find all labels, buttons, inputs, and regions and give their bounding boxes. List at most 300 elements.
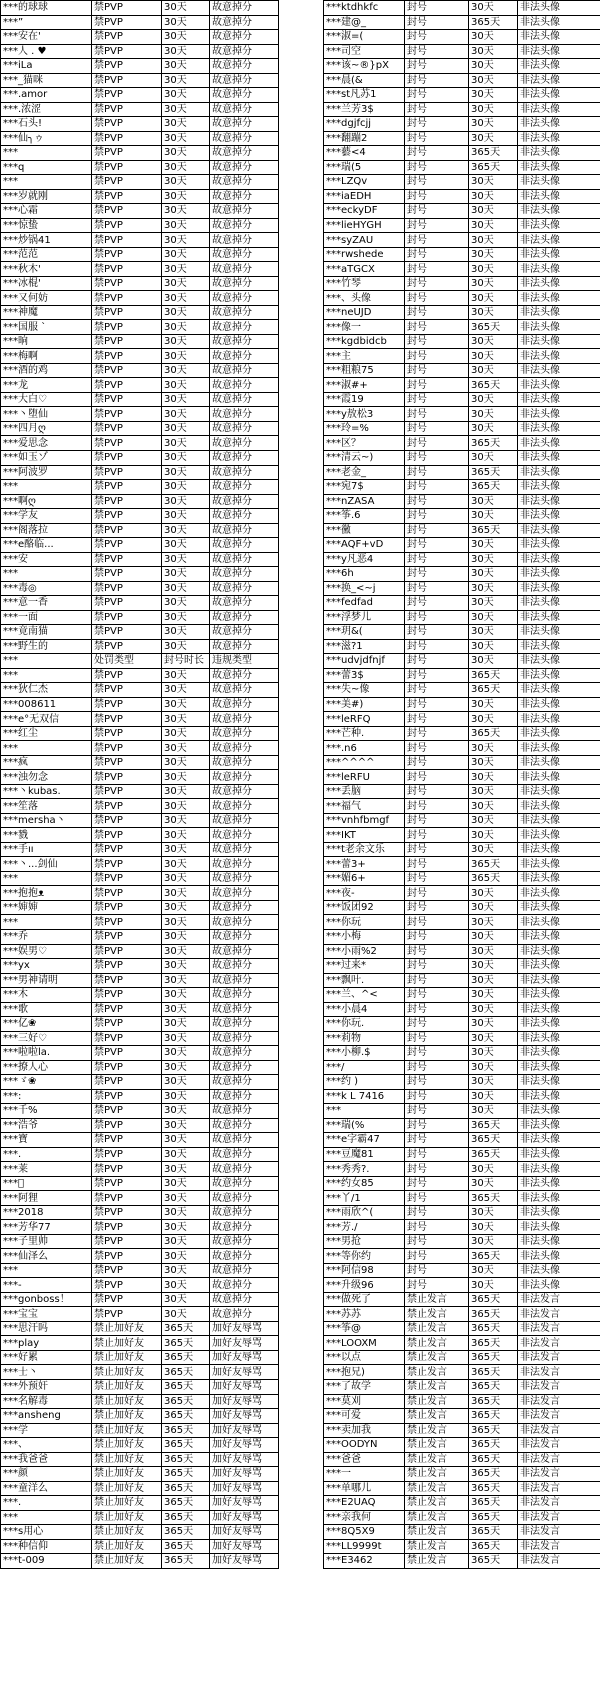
left-violation-type-cell: 故意掉分 (210, 1002, 279, 1017)
left-violation-type-cell: 故意掉分 (210, 494, 279, 509)
table-row (1, 886, 600, 901)
left-penalty-type-cell: 禁PVP (92, 378, 162, 393)
left-violation-type-cell: 故意掉分 (210, 1307, 279, 1322)
right-penalty-type-cell: 封号 (405, 871, 469, 886)
left-penalty-type-cell: 禁PVP (92, 1118, 162, 1133)
left-ban-duration-cell: 30天 (162, 146, 210, 161)
right-ban-duration-cell: 30天 (469, 842, 518, 857)
right-penalty-type-cell: 封号 (405, 552, 469, 567)
left-player-name-cell: *** (1, 654, 92, 669)
right-penalty-type-cell: 禁止发言 (405, 1452, 469, 1467)
right-ban-duration-cell: 365天 (469, 1307, 518, 1322)
left-ban-duration-cell: 30天 (162, 88, 210, 103)
right-violation-type-cell: 非法头像 (518, 189, 600, 204)
column-gap (279, 581, 324, 596)
right-violation-type-cell: 非法头像 (518, 509, 600, 524)
column-gap (279, 1162, 324, 1177)
table-row (1, 131, 600, 146)
left-player-name-cell: ***手ıı (1, 842, 92, 857)
column-gap (279, 842, 324, 857)
right-ban-duration-cell: 365天 (469, 1554, 518, 1569)
table-body (1, 1, 600, 1569)
right-player-name-cell: ***宛7$ (324, 480, 405, 495)
column-gap (279, 160, 324, 175)
right-ban-duration-cell: 30天 (469, 175, 518, 190)
column-gap (279, 1336, 324, 1351)
left-penalty-type-cell: 禁PVP (92, 959, 162, 974)
table-row (1, 770, 600, 785)
right-violation-type-cell: 非法头像 (518, 886, 600, 901)
table-row (1, 1176, 600, 1191)
table-row (1, 1307, 600, 1322)
table-row (1, 1467, 600, 1482)
right-ban-duration-cell: 365天 (469, 1394, 518, 1409)
left-violation-type-cell: 故意掉分 (210, 44, 279, 59)
left-penalty-type-cell: 禁PVP (92, 247, 162, 262)
left-penalty-type-cell: 禁止加好友 (92, 1452, 162, 1467)
left-player-name-cell: ***竟南猫 (1, 625, 92, 640)
right-ban-duration-cell: 30天 (469, 959, 518, 974)
right-penalty-type-cell: 禁止发言 (405, 1321, 469, 1336)
right-violation-type-cell: 非法头像 (518, 276, 600, 291)
right-violation-type-cell: 非法头像 (518, 146, 600, 161)
right-ban-duration-cell: 365天 (469, 857, 518, 872)
left-violation-type-cell: 故意掉分 (210, 363, 279, 378)
left-violation-type-cell: 故意掉分 (210, 421, 279, 436)
right-penalty-type-cell: 封号 (405, 523, 469, 538)
right-violation-type-cell: 非法头像 (518, 450, 600, 465)
right-player-name-cell: ***单哪儿 (324, 1481, 405, 1496)
left-ban-duration-cell: 30天 (162, 233, 210, 248)
left-violation-type-cell: 故意掉分 (210, 784, 279, 799)
right-player-name-cell: ***eckyDF (324, 204, 405, 219)
left-player-name-cell: ***爱思念 (1, 436, 92, 451)
left-penalty-type-cell: 禁PVP (92, 276, 162, 291)
left-violation-type-cell: 加好友辱骂 (210, 1409, 279, 1424)
column-gap (279, 1452, 324, 1467)
right-player-name-cell: ***豆魔81 (324, 1147, 405, 1162)
left-player-name-cell: ***歌 (1, 1002, 92, 1017)
table-row (1, 1278, 600, 1293)
table-row (1, 1525, 600, 1540)
right-penalty-type-cell: 封号 (405, 930, 469, 945)
left-player-name-cell: ***戮 (1, 828, 92, 843)
left-violation-type-cell: 故意掉分 (210, 828, 279, 843)
right-penalty-type-cell: 禁止发言 (405, 1510, 469, 1525)
left-ban-duration-cell: 30天 (162, 828, 210, 843)
column-gap (279, 1365, 324, 1380)
left-player-name-cell: ***狄仁杰 (1, 683, 92, 698)
column-gap (279, 784, 324, 799)
right-violation-type-cell: 非法头像 (518, 1089, 600, 1104)
right-penalty-type-cell: 封号 (405, 1118, 469, 1133)
right-penalty-type-cell: 封号 (405, 233, 469, 248)
column-gap (279, 1438, 324, 1453)
right-player-name-cell: ***莉物 (324, 1031, 405, 1046)
left-penalty-type-cell: 禁PVP (92, 1278, 162, 1293)
left-penalty-type-cell: 禁PVP (92, 538, 162, 553)
right-ban-duration-cell: 30天 (469, 189, 518, 204)
right-ban-duration-cell: 365天 (469, 15, 518, 30)
left-penalty-type-cell: 禁PVP (92, 1089, 162, 1104)
right-violation-type-cell: 非法头像 (518, 334, 600, 349)
left-violation-type-cell: 故意掉分 (210, 712, 279, 727)
left-player-name-cell: ***木 (1, 988, 92, 1003)
table-row (1, 1539, 600, 1554)
right-penalty-type-cell: 禁止发言 (405, 1336, 469, 1351)
left-violation-type-cell: 故意掉分 (210, 1234, 279, 1249)
left-penalty-type-cell: 禁PVP (92, 480, 162, 495)
right-player-name-cell: ***阿信98 (324, 1263, 405, 1278)
right-player-name-cell: ***fedfad (324, 596, 405, 611)
column-gap (279, 509, 324, 524)
left-penalty-type-cell: 禁PVP (92, 1002, 162, 1017)
left-penalty-type-cell: 禁PVP (92, 552, 162, 567)
left-violation-type-cell: 故意掉分 (210, 1278, 279, 1293)
right-penalty-type-cell: 封号 (405, 726, 469, 741)
table-row (1, 1205, 600, 1220)
column-gap (279, 218, 324, 233)
right-violation-type-cell: 非法头像 (518, 1234, 600, 1249)
left-player-name-cell: ***丶kubas. (1, 784, 92, 799)
column-gap (279, 828, 324, 843)
right-player-name-cell: ***OODYN (324, 1438, 405, 1453)
left-ban-duration-cell: 30天 (162, 436, 210, 451)
left-penalty-type-cell: 处罚类型 (92, 654, 162, 669)
column-gap (279, 1278, 324, 1293)
right-penalty-type-cell: 封号 (405, 857, 469, 872)
right-player-name-cell: ***晨(& (324, 73, 405, 88)
left-player-name-cell: ***撩人心 (1, 1060, 92, 1075)
left-penalty-type-cell: 禁PVP (92, 567, 162, 582)
right-player-name-cell: ***E3462 (324, 1554, 405, 1569)
column-gap (279, 654, 324, 669)
right-ban-duration-cell: 30天 (469, 1176, 518, 1191)
left-ban-duration-cell: 365天 (162, 1525, 210, 1540)
left-ban-duration-cell: 30天 (162, 392, 210, 407)
left-ban-duration-cell: 30天 (162, 1075, 210, 1090)
right-ban-duration-cell: 30天 (469, 407, 518, 422)
table-row (1, 567, 600, 582)
table-row (1, 175, 600, 190)
left-player-name-cell: ***2018 (1, 1205, 92, 1220)
left-penalty-type-cell: 禁PVP (92, 233, 162, 248)
left-player-name-cell: ***阁落拉 (1, 523, 92, 538)
left-ban-duration-cell: 30天 (162, 683, 210, 698)
left-ban-duration-cell: 30天 (162, 1234, 210, 1249)
right-violation-type-cell: 非法头像 (518, 813, 600, 828)
right-violation-type-cell: 非法头像 (518, 1118, 600, 1133)
left-penalty-type-cell: 禁PVP (92, 59, 162, 74)
right-violation-type-cell: 非法头像 (518, 15, 600, 30)
right-violation-type-cell: 非法头像 (518, 480, 600, 495)
right-violation-type-cell: 非法头像 (518, 131, 600, 146)
column-gap (279, 334, 324, 349)
right-player-name-cell: ***丢脑 (324, 784, 405, 799)
right-player-name-cell: ***dgjfcjj (324, 117, 405, 132)
left-player-name-cell: ***野生的 (1, 639, 92, 654)
right-ban-duration-cell: 365天 (469, 1292, 518, 1307)
right-penalty-type-cell: 封号 (405, 247, 469, 262)
left-penalty-type-cell: 禁止加好友 (92, 1365, 162, 1380)
left-violation-type-cell: 故意掉分 (210, 276, 279, 291)
left-violation-type-cell: 故意掉分 (210, 204, 279, 219)
left-player-name-cell: ***学 (1, 1423, 92, 1438)
column-gap (279, 363, 324, 378)
left-penalty-type-cell: 禁止加好友 (92, 1510, 162, 1525)
left-penalty-type-cell: 禁PVP (92, 625, 162, 640)
left-penalty-type-cell: 禁PVP (92, 581, 162, 596)
left-player-name-cell: ***毒◎ (1, 581, 92, 596)
table-row (1, 1510, 600, 1525)
right-player-name-cell: ***霞19 (324, 392, 405, 407)
right-violation-type-cell: 非法头像 (518, 755, 600, 770)
left-ban-duration-cell: 30天 (162, 959, 210, 974)
left-player-name-cell: ***ゞ❀ (1, 1075, 92, 1090)
left-player-name-cell: ***亿❀ (1, 1017, 92, 1032)
right-penalty-type-cell: 禁止发言 (405, 1554, 469, 1569)
right-player-name-cell: ***藝<4 (324, 146, 405, 161)
right-ban-duration-cell: 30天 (469, 799, 518, 814)
right-violation-type-cell: 非法头像 (518, 465, 600, 480)
column-gap (279, 668, 324, 683)
left-penalty-type-cell: 禁PVP (92, 915, 162, 930)
column-gap (279, 1554, 324, 1569)
left-ban-duration-cell: 30天 (162, 842, 210, 857)
left-ban-duration-cell: 365天 (162, 1336, 210, 1351)
column-gap (279, 1089, 324, 1104)
left-penalty-type-cell: 禁PVP (92, 320, 162, 335)
column-gap (279, 378, 324, 393)
right-violation-type-cell: 非法头像 (518, 262, 600, 277)
table-row (1, 480, 600, 495)
right-penalty-type-cell: 封号 (405, 421, 469, 436)
table-row (1, 189, 600, 204)
left-violation-type-cell: 故意掉分 (210, 465, 279, 480)
right-penalty-type-cell: 封号 (405, 697, 469, 712)
left-ban-duration-cell: 30天 (162, 930, 210, 945)
column-gap (279, 712, 324, 727)
column-gap (279, 1147, 324, 1162)
left-penalty-type-cell: 禁PVP (92, 204, 162, 219)
right-ban-duration-cell: 365天 (469, 146, 518, 161)
column-gap (279, 1205, 324, 1220)
right-penalty-type-cell: 封号 (405, 1046, 469, 1061)
right-ban-duration-cell: 30天 (469, 1234, 518, 1249)
right-player-name-cell: ***等你约 (324, 1249, 405, 1264)
column-gap (279, 421, 324, 436)
right-ban-duration-cell: 365天 (469, 871, 518, 886)
left-player-name-cell: ***心霜 (1, 204, 92, 219)
right-penalty-type-cell: 封号 (405, 407, 469, 422)
right-penalty-type-cell: 封号 (405, 218, 469, 233)
table-row (1, 392, 600, 407)
right-ban-duration-cell: 30天 (469, 1060, 518, 1075)
right-violation-type-cell: 非法头像 (518, 668, 600, 683)
right-penalty-type-cell: 封号 (405, 131, 469, 146)
right-player-name-cell: ***.n6 (324, 741, 405, 756)
right-penalty-type-cell: 封号 (405, 1191, 469, 1206)
column-gap (279, 552, 324, 567)
table-row (1, 944, 600, 959)
column-gap (279, 1031, 324, 1046)
right-player-name-cell: ***莫刈 (324, 1394, 405, 1409)
left-penalty-type-cell: 禁PVP (92, 30, 162, 45)
left-violation-type-cell: 故意掉分 (210, 915, 279, 930)
left-penalty-type-cell: 禁PVP (92, 857, 162, 872)
table-row (1, 44, 600, 59)
left-penalty-type-cell: 禁止加好友 (92, 1438, 162, 1453)
left-player-name-cell: *** (1, 1510, 92, 1525)
left-player-name-cell: ***人 . ♥ (1, 44, 92, 59)
left-player-name-cell: ***秋木' (1, 262, 92, 277)
right-penalty-type-cell: 封号 (405, 146, 469, 161)
right-player-name-cell: ***你玩. (324, 1017, 405, 1032)
left-ban-duration-cell: 30天 (162, 567, 210, 582)
right-penalty-type-cell: 封号 (405, 915, 469, 930)
left-player-name-cell: ***. (1, 1496, 92, 1511)
left-player-name-cell: ***. (1, 1147, 92, 1162)
left-ban-duration-cell: 365天 (162, 1423, 210, 1438)
right-penalty-type-cell: 封号 (405, 799, 469, 814)
right-violation-type-cell: 非法头像 (518, 1176, 600, 1191)
table-row (1, 1031, 600, 1046)
right-violation-type-cell: 非法头像 (518, 625, 600, 640)
table-row (1, 581, 600, 596)
right-player-name-cell: ***男抢 (324, 1234, 405, 1249)
left-ban-duration-cell: 30天 (162, 291, 210, 306)
right-penalty-type-cell: 禁止发言 (405, 1292, 469, 1307)
left-violation-type-cell: 故意掉分 (210, 15, 279, 30)
right-ban-duration-cell: 30天 (469, 509, 518, 524)
right-violation-type-cell: 非法头像 (518, 799, 600, 814)
left-penalty-type-cell: 禁PVP (92, 712, 162, 727)
left-player-name-cell: ***008611 (1, 697, 92, 712)
column-gap (279, 1510, 324, 1525)
left-penalty-type-cell: 禁PVP (92, 363, 162, 378)
left-player-name-cell: ***红尘 (1, 726, 92, 741)
left-penalty-type-cell: 禁PVP (92, 117, 162, 132)
right-violation-type-cell: 非法头像 (518, 973, 600, 988)
column-gap (279, 1321, 324, 1336)
left-ban-duration-cell: 30天 (162, 15, 210, 30)
left-player-name-cell: ***思汗吗 (1, 1321, 92, 1336)
right-ban-duration-cell: 30天 (469, 59, 518, 74)
left-violation-type-cell: 加好友辱骂 (210, 1467, 279, 1482)
column-gap (279, 175, 324, 190)
table-row (1, 291, 600, 306)
right-penalty-type-cell: 封号 (405, 654, 469, 669)
table-row (1, 363, 600, 378)
left-ban-duration-cell: 30天 (162, 59, 210, 74)
right-player-name-cell: ***以点 (324, 1350, 405, 1365)
right-player-name-cell: ***LOOXM (324, 1336, 405, 1351)
right-player-name-cell: ***你玩 (324, 915, 405, 930)
table-row (1, 276, 600, 291)
right-ban-duration-cell: 365天 (469, 1467, 518, 1482)
left-penalty-type-cell: 禁PVP (92, 1060, 162, 1075)
left-player-name-cell: ***s用心 (1, 1525, 92, 1540)
left-penalty-type-cell: 禁PVP (92, 88, 162, 103)
left-penalty-type-cell: 禁PVP (92, 509, 162, 524)
table-row (1, 1060, 600, 1075)
right-ban-duration-cell: 365天 (469, 1525, 518, 1540)
left-ban-duration-cell: 30天 (162, 1147, 210, 1162)
left-ban-duration-cell: 30天 (162, 320, 210, 335)
left-penalty-type-cell: 禁PVP (92, 1075, 162, 1090)
left-player-name-cell: ***一面 (1, 610, 92, 625)
right-violation-type-cell: 非法头像 (518, 305, 600, 320)
column-gap (279, 1060, 324, 1075)
right-player-name-cell: ***换_<~j (324, 581, 405, 596)
column-gap (279, 189, 324, 204)
left-player-name-cell: ***ﾞ (1, 1176, 92, 1191)
left-penalty-type-cell: 禁PVP (92, 334, 162, 349)
table-row (1, 625, 600, 640)
right-player-name-cell: ***lieHYGH (324, 218, 405, 233)
left-ban-duration-cell: 30天 (162, 1031, 210, 1046)
column-gap (279, 1017, 324, 1032)
left-player-name-cell: ***炒锅41 (1, 233, 92, 248)
left-ban-duration-cell: 30天 (162, 1263, 210, 1278)
left-ban-duration-cell: 30天 (162, 596, 210, 611)
right-penalty-type-cell: 封号 (405, 842, 469, 857)
right-player-name-cell: ***兰、^< (324, 988, 405, 1003)
left-violation-type-cell: 故意掉分 (210, 1249, 279, 1264)
left-violation-type-cell: 加好友辱骂 (210, 1365, 279, 1380)
left-penalty-type-cell: 禁PVP (92, 828, 162, 843)
right-violation-type-cell: 非法头像 (518, 1147, 600, 1162)
left-ban-duration-cell: 30天 (162, 610, 210, 625)
table-row (1, 828, 600, 843)
left-violation-type-cell: 故意掉分 (210, 886, 279, 901)
right-violation-type-cell: 非法发言 (518, 1467, 600, 1482)
left-player-name-cell: ***mersha丶 (1, 813, 92, 828)
left-player-name-cell: ***婶婶 (1, 900, 92, 915)
left-player-name-cell: ***.amor (1, 88, 92, 103)
left-ban-duration-cell: 30天 (162, 552, 210, 567)
left-violation-type-cell: 故意掉分 (210, 102, 279, 117)
column-gap (279, 567, 324, 582)
right-ban-duration-cell: 30天 (469, 741, 518, 756)
right-ban-duration-cell: 30天 (469, 625, 518, 640)
left-violation-type-cell: 故意掉分 (210, 218, 279, 233)
left-ban-duration-cell: 30天 (162, 276, 210, 291)
right-player-name-cell: ***^^^^ (324, 755, 405, 770)
left-violation-type-cell: 故意掉分 (210, 407, 279, 422)
left-player-name-cell: ***范范 (1, 247, 92, 262)
left-violation-type-cell: 故意掉分 (210, 1292, 279, 1307)
right-penalty-type-cell: 封号 (405, 436, 469, 451)
right-ban-duration-cell: 365天 (469, 160, 518, 175)
left-violation-type-cell: 故意掉分 (210, 334, 279, 349)
left-ban-duration-cell: 30天 (162, 973, 210, 988)
right-ban-duration-cell: 365天 (469, 320, 518, 335)
right-player-name-cell: ***过来* (324, 959, 405, 974)
right-violation-type-cell: 非法头像 (518, 1162, 600, 1177)
right-violation-type-cell: 非法头像 (518, 436, 600, 451)
right-player-name-cell: *** (324, 1104, 405, 1119)
left-player-name-cell: ***子里帅 (1, 1234, 92, 1249)
right-player-name-cell: ***leRFU (324, 770, 405, 785)
left-violation-type-cell: 故意掉分 (210, 378, 279, 393)
left-penalty-type-cell: 禁PVP (92, 146, 162, 161)
right-ban-duration-cell: 30天 (469, 218, 518, 233)
right-violation-type-cell: 非法头像 (518, 741, 600, 756)
table-row (1, 1118, 600, 1133)
left-penalty-type-cell: 禁止加好友 (92, 1379, 162, 1394)
column-gap (279, 1234, 324, 1249)
